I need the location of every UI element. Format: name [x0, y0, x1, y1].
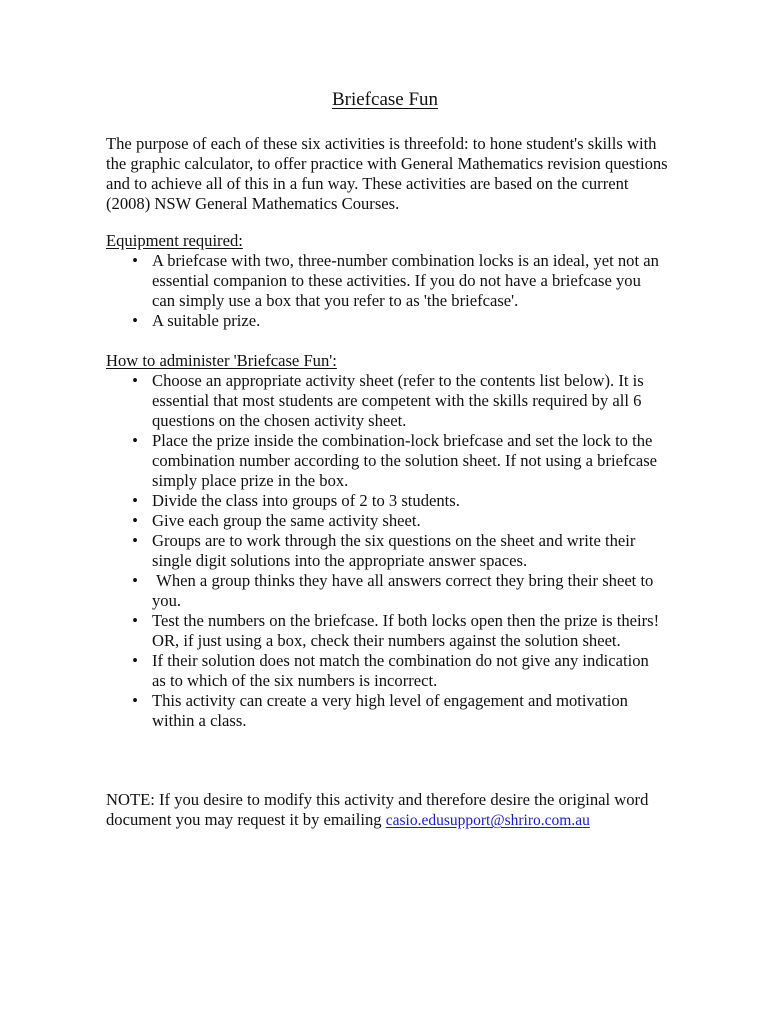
list-item-text: Give each group the same activity sheet. — [152, 511, 421, 530]
list-item — [106, 511, 666, 531]
list-item — [106, 531, 666, 571]
list-item — [106, 651, 666, 691]
list-item — [106, 311, 666, 331]
list-item — [106, 571, 666, 611]
page-title-text: Briefcase Fun — [331, 89, 439, 110]
bullet-icon: • — [132, 511, 138, 530]
bullet-icon: • — [132, 691, 138, 710]
note-paragraph — [106, 790, 676, 831]
list-item-text: Divide the class into groups of 2 to 3 students. — [152, 491, 460, 510]
equipment-list — [106, 251, 666, 331]
bullet-icon: • — [132, 611, 138, 630]
bullet-icon: • — [132, 311, 138, 330]
list-item-text: Groups are to work through the six questions on the sheet and write their single digit solutions into the appropriate answer spaces. — [152, 531, 636, 570]
bullet-icon: • — [132, 531, 138, 550]
list-item — [106, 431, 666, 491]
list-item-text: When a group thinks they have all answers correct they bring their sheet to you. — [152, 571, 658, 610]
bullet-icon: • — [132, 431, 138, 450]
equipment-heading: Equipment required: — [106, 231, 243, 250]
list-item — [106, 611, 666, 651]
note-text: NOTE: If you desire to modify this activity and therefore desire the original word document you may request it by emailing — [106, 790, 653, 829]
list-item-text: A suitable prize. — [152, 311, 261, 330]
list-item — [106, 251, 666, 311]
bullet-icon: • — [132, 251, 138, 270]
list-item-text: Test the numbers on the briefcase. If both locks open then the prize is theirs! OR, if just using a box, check their numbers against the solution sheet. — [152, 611, 660, 650]
list-item — [106, 691, 666, 731]
bullet-icon: • — [132, 491, 138, 510]
list-item — [106, 491, 666, 511]
list-item — [106, 371, 666, 431]
bullet-icon: • — [132, 651, 138, 670]
bullet-icon: • — [132, 571, 138, 590]
administer-list — [106, 371, 666, 731]
email-link[interactable]: casio.edusupport@shriro.com.au — [385, 812, 590, 829]
list-item-text: A briefcase with two, three-number combination locks is an ideal, yet not an essential companion to these activities. If you do not have a briefcase you can simply use a box that you refer to as 'the briefcase'. — [152, 251, 659, 310]
list-item-text: Choose an appropriate activity sheet (refer to the contents list below). It is essential that most students are competent with the skills required by all 6 questions on the chosen activity sheet. — [152, 371, 644, 430]
bullet-icon: • — [132, 371, 138, 390]
list-item-text: If their solution does not match the combination do not give any indication as to which of the six numbers is incorrect. — [152, 651, 649, 690]
intro-paragraph: The purpose of each of these six activities is threefold: to hone student's skills with the graphic calculator, to offer practice with General Mathematics revision questions and to achieve all of this in a fun way. These activities are based on the current (2008) NSW General Mathematics Courses. — [106, 134, 668, 213]
page-title — [0, 88, 770, 112]
list-item-text: Place the prize inside the combination-lock briefcase and set the lock to the combination number according to the solution sheet. If not using a briefcase simply place prize in the box. — [152, 431, 658, 490]
administer-heading: How to administer 'Briefcase Fun': — [106, 351, 337, 370]
list-item-text: This activity can create a very high level of engagement and motivation within a class. — [152, 691, 628, 730]
